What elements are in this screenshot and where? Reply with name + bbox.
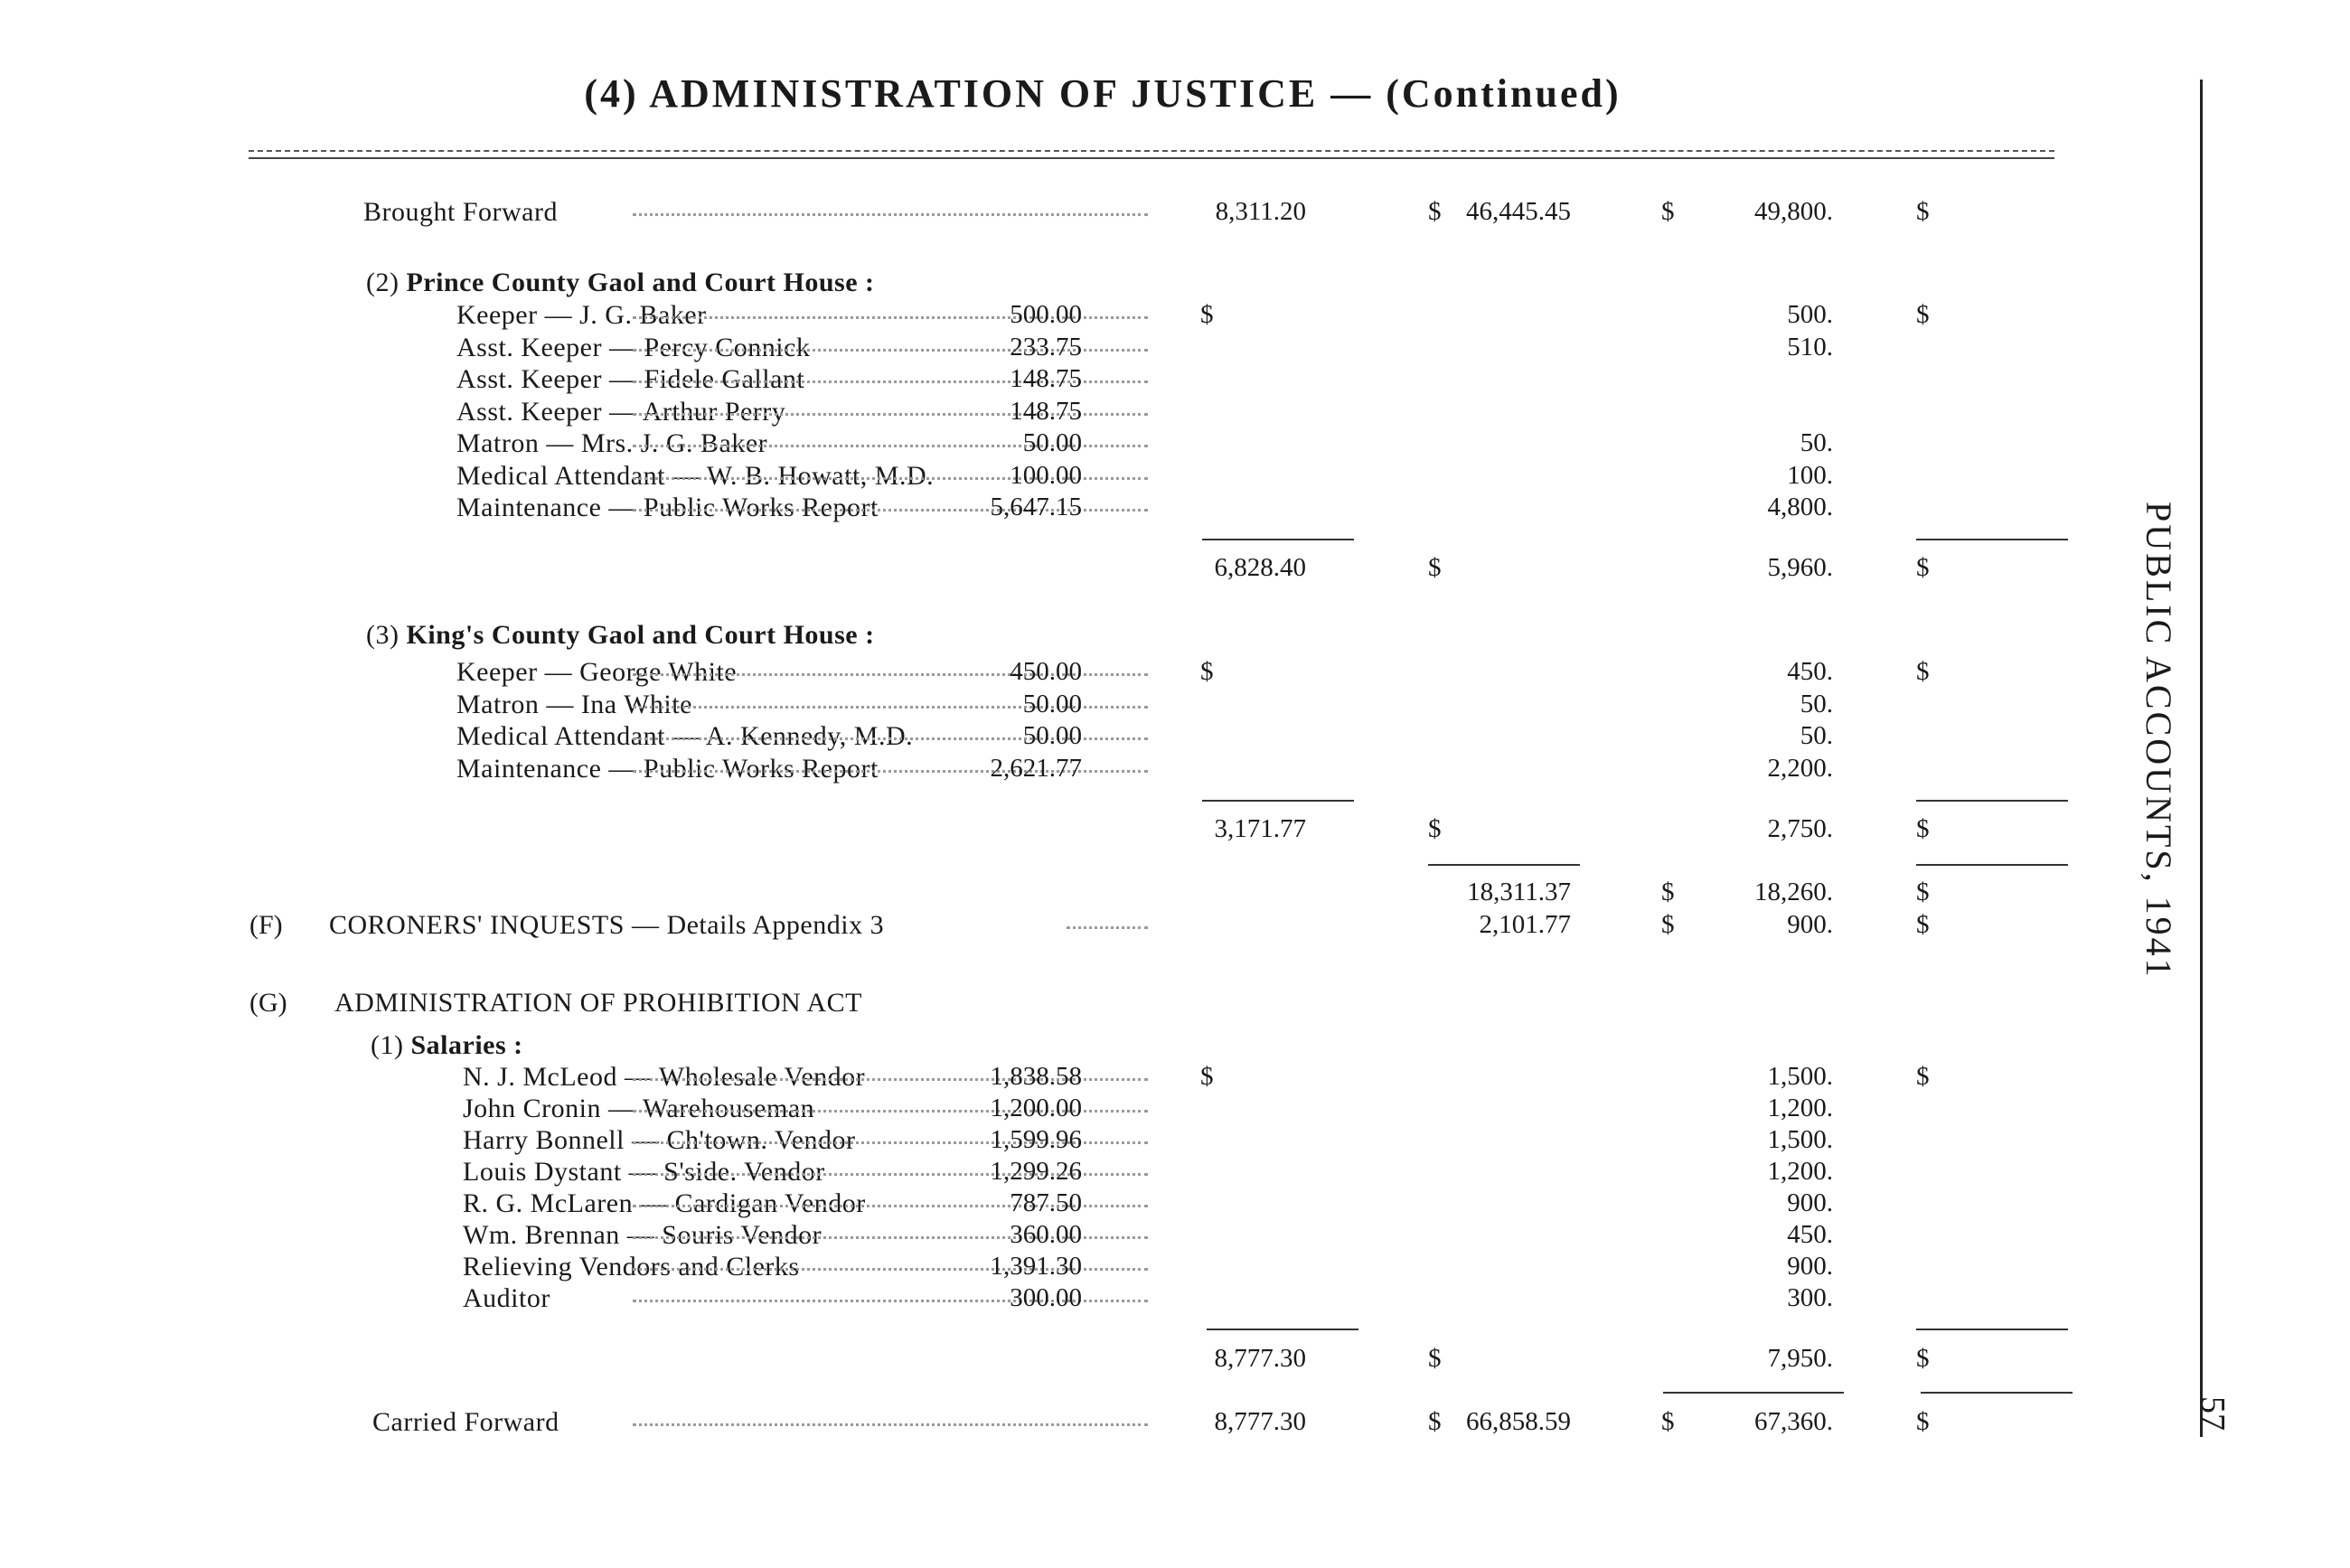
section-total-row bbox=[0, 553, 2079, 586]
page-number: 57 bbox=[2194, 1396, 2232, 1431]
item-amount: 148.75 bbox=[1010, 396, 1082, 426]
underline bbox=[1663, 1392, 1844, 1394]
item-label: Matron — Mrs. J. G. Baker bbox=[456, 428, 768, 458]
item-estimate: 300. bbox=[1787, 1283, 1833, 1312]
currency-sign: $ bbox=[1428, 553, 1442, 582]
item-label: Harry Bonnell — Ch'town. Vendor bbox=[463, 1125, 856, 1155]
currency-sign: $ bbox=[1916, 878, 1930, 906]
table-row bbox=[0, 300, 2079, 333]
estimate-total: 7,950. bbox=[1767, 1344, 1833, 1373]
currency-sign: $ bbox=[1661, 878, 1675, 906]
section-title: Prince County Gaol and Court House : bbox=[406, 268, 875, 297]
item-estimate: 2,200. bbox=[1767, 753, 1833, 783]
item-label: Keeper — J. G. Baker bbox=[456, 300, 707, 330]
item-amount: 1,200.00 bbox=[990, 1094, 1082, 1122]
underline bbox=[1921, 1392, 2073, 1394]
item-label: Maintenance — Public Works Report bbox=[456, 753, 879, 784]
item-label: Medical Attendant — A. Kennedy, M.D. bbox=[456, 721, 914, 751]
section-title: ADMINISTRATION OF PROHIBITION ACT bbox=[334, 988, 863, 1018]
table-row bbox=[0, 428, 2079, 461]
table-row bbox=[0, 1157, 2079, 1189]
row-label: Carried Forward bbox=[372, 1407, 559, 1437]
item-label: Asst. Keeper — Percy Connick bbox=[456, 332, 811, 362]
item-label: Asst. Keeper — Arthur Perry bbox=[456, 396, 786, 427]
row-label: CORONERS' INQUESTS — Details Appendix 3 bbox=[329, 910, 885, 940]
page-title: (4) ADMINISTRATION OF JUSTICE — (Continued) bbox=[584, 71, 1622, 116]
item-estimate: 50. bbox=[1800, 428, 1833, 457]
item-label: Relieving Vendors and Clerks bbox=[463, 1252, 800, 1282]
table-row bbox=[0, 1220, 2079, 1253]
item-amount: 50.00 bbox=[1022, 689, 1082, 718]
item-label: Wm. Brennan — Souris Vendor bbox=[463, 1220, 822, 1250]
table-row bbox=[0, 364, 2079, 397]
underline bbox=[1916, 1329, 2068, 1330]
currency-sign: $ bbox=[1661, 910, 1675, 939]
item-label: Louis Dystant — S'side. Vendor bbox=[463, 1157, 825, 1187]
section-heading bbox=[0, 268, 2079, 300]
item-label: Maintenance — Public Works Report bbox=[456, 493, 879, 522]
underline bbox=[1207, 1329, 1358, 1330]
currency-sign: $ bbox=[1916, 1344, 1930, 1373]
section-heading bbox=[0, 620, 2079, 653]
item-amount: 2,621.77 bbox=[990, 753, 1082, 783]
carried-forward-row bbox=[0, 1407, 2079, 1440]
item-amount: 1,299.26 bbox=[990, 1157, 1082, 1186]
section-total: 6,828.40 bbox=[1214, 553, 1306, 582]
amount: 46,445.45 bbox=[1466, 197, 1571, 226]
section-total: 3,171.77 bbox=[1214, 814, 1306, 843]
item-amount: 787.50 bbox=[1010, 1188, 1082, 1217]
table-row bbox=[0, 721, 2079, 754]
underline bbox=[1916, 864, 2068, 866]
amount: 66,858.59 bbox=[1466, 1407, 1571, 1436]
table-row bbox=[0, 657, 2079, 690]
section-number: (2) bbox=[366, 268, 400, 297]
section-number: (3) bbox=[366, 620, 400, 650]
item-amount: 1,838.58 bbox=[990, 1062, 1082, 1091]
item-estimate: 450. bbox=[1787, 657, 1833, 686]
table-row bbox=[0, 461, 2079, 493]
underline bbox=[1428, 864, 1580, 866]
table-row bbox=[0, 1252, 2079, 1284]
item-label: Medical Attendant — W. B. Howatt, M.D. bbox=[456, 460, 935, 491]
currency-sign: $ bbox=[1428, 1407, 1442, 1436]
section-letter: (F) bbox=[249, 910, 283, 940]
table-row bbox=[0, 397, 2079, 429]
table-row bbox=[0, 754, 2079, 786]
item-estimate: 900. bbox=[1787, 1252, 1833, 1281]
item-estimate: 900. bbox=[1787, 1188, 1833, 1217]
item-amount: 50.00 bbox=[1022, 428, 1082, 457]
item-amount: 1,599.96 bbox=[990, 1125, 1082, 1154]
table-row bbox=[0, 1062, 2079, 1094]
estimate-total: 5,960. bbox=[1767, 553, 1833, 582]
table-row bbox=[0, 333, 2079, 365]
item-amount: 148.75 bbox=[1010, 364, 1082, 393]
currency-sign: $ bbox=[1916, 1062, 1930, 1091]
item-estimate: 1,500. bbox=[1767, 1125, 1833, 1154]
item-estimate: 100. bbox=[1787, 460, 1833, 490]
item-label: R. G. McLaren — Cardigan Vendor bbox=[463, 1188, 866, 1218]
underline bbox=[1916, 800, 2068, 802]
section-title: King's County Gaol and Court House : bbox=[406, 620, 875, 650]
item-label: N. J. McLeod — Wholesale Vendor bbox=[463, 1062, 866, 1092]
section-total: 8,777.30 bbox=[1214, 1344, 1306, 1373]
item-label: Matron — Ina White bbox=[456, 689, 692, 719]
item-estimate: 1,500. bbox=[1767, 1062, 1833, 1091]
section-letter: (G) bbox=[249, 988, 287, 1018]
subsection-heading bbox=[0, 1030, 2079, 1063]
currency-sign: $ bbox=[1916, 1407, 1930, 1436]
item-amount: 5,647.15 bbox=[990, 493, 1082, 521]
amount: 900. bbox=[1787, 910, 1833, 939]
item-estimate: 4,800. bbox=[1767, 493, 1833, 521]
table-row bbox=[0, 1283, 2079, 1316]
section-title: Salaries : bbox=[410, 1030, 523, 1060]
table-row bbox=[0, 1188, 2079, 1221]
underline bbox=[1916, 539, 2068, 540]
underline bbox=[1202, 800, 1354, 802]
currency-sign: $ bbox=[1916, 657, 1930, 686]
item-label: Asst. Keeper — Fidele Gallant bbox=[456, 364, 805, 394]
coroners-row bbox=[0, 910, 2079, 943]
item-label: Keeper — George White bbox=[456, 657, 738, 687]
item-amount: 360.00 bbox=[1010, 1220, 1082, 1249]
item-estimate: 450. bbox=[1787, 1220, 1833, 1249]
currency-sign: $ bbox=[1428, 814, 1442, 843]
currency-sign: $ bbox=[1428, 1344, 1442, 1373]
currency-sign: $ bbox=[1916, 553, 1930, 582]
leader-dots bbox=[633, 213, 1148, 216]
item-estimate: 500. bbox=[1787, 300, 1833, 329]
leader-dots bbox=[633, 1423, 1148, 1426]
item-amount: 500.00 bbox=[1010, 300, 1082, 329]
amount: 67,360. bbox=[1754, 1407, 1833, 1436]
currency-sign: $ bbox=[1916, 910, 1930, 939]
amount: 8,777.30 bbox=[1214, 1407, 1306, 1436]
table-row bbox=[0, 1094, 2079, 1126]
section-total-row bbox=[0, 814, 2079, 847]
table-row bbox=[0, 690, 2079, 722]
currency-sign: $ bbox=[1916, 814, 1930, 843]
side-title: PUBLIC ACCOUNTS, 1941 bbox=[2138, 502, 2179, 980]
brought-forward-row bbox=[0, 197, 2079, 230]
currency-sign: $ bbox=[1661, 1407, 1675, 1436]
amount: 2,101.77 bbox=[1479, 910, 1571, 939]
currency-sign: $ bbox=[1200, 657, 1214, 686]
leader-dots bbox=[1067, 926, 1148, 929]
currency-sign: $ bbox=[1916, 300, 1930, 329]
item-label: Auditor bbox=[463, 1283, 550, 1313]
item-label: John Cronin — Warehouseman bbox=[463, 1094, 815, 1123]
item-amount: 450.00 bbox=[1010, 657, 1082, 686]
section-number: (1) bbox=[371, 1030, 404, 1060]
item-estimate: 510. bbox=[1787, 332, 1833, 361]
table-row bbox=[0, 1125, 2079, 1158]
currency-sign: $ bbox=[1200, 1062, 1214, 1091]
subtotal: 18,311.37 bbox=[1467, 878, 1571, 906]
item-amount: 100.00 bbox=[1010, 460, 1082, 490]
underline bbox=[1202, 539, 1354, 540]
item-estimate: 1,200. bbox=[1767, 1157, 1833, 1186]
item-amount: 50.00 bbox=[1022, 721, 1082, 750]
table-row bbox=[0, 493, 2079, 525]
subtotal-row bbox=[0, 878, 2079, 910]
currency-sign: $ bbox=[1916, 197, 1930, 226]
amount: 49,800. bbox=[1754, 197, 1833, 226]
estimate-total: 2,750. bbox=[1767, 814, 1833, 843]
item-amount: 1,391.30 bbox=[990, 1252, 1082, 1281]
currency-sign: $ bbox=[1200, 300, 1214, 329]
item-estimate: 50. bbox=[1800, 721, 1833, 750]
item-estimate: 50. bbox=[1800, 689, 1833, 718]
amount: 8,311.20 bbox=[1215, 197, 1306, 226]
row-label: Brought Forward bbox=[363, 197, 558, 227]
item-amount: 233.75 bbox=[1010, 332, 1082, 361]
section-total-row bbox=[0, 1344, 2079, 1376]
currency-sign: $ bbox=[1661, 197, 1675, 226]
item-estimate: 1,200. bbox=[1767, 1094, 1833, 1122]
item-amount: 300.00 bbox=[1010, 1283, 1082, 1312]
header-rule bbox=[249, 157, 2054, 159]
header-rule bbox=[249, 150, 2054, 152]
estimate-subtotal: 18,260. bbox=[1754, 878, 1833, 906]
section-heading bbox=[0, 988, 2079, 1020]
currency-sign: $ bbox=[1428, 197, 1442, 226]
margin-rule bbox=[2200, 80, 2203, 1437]
